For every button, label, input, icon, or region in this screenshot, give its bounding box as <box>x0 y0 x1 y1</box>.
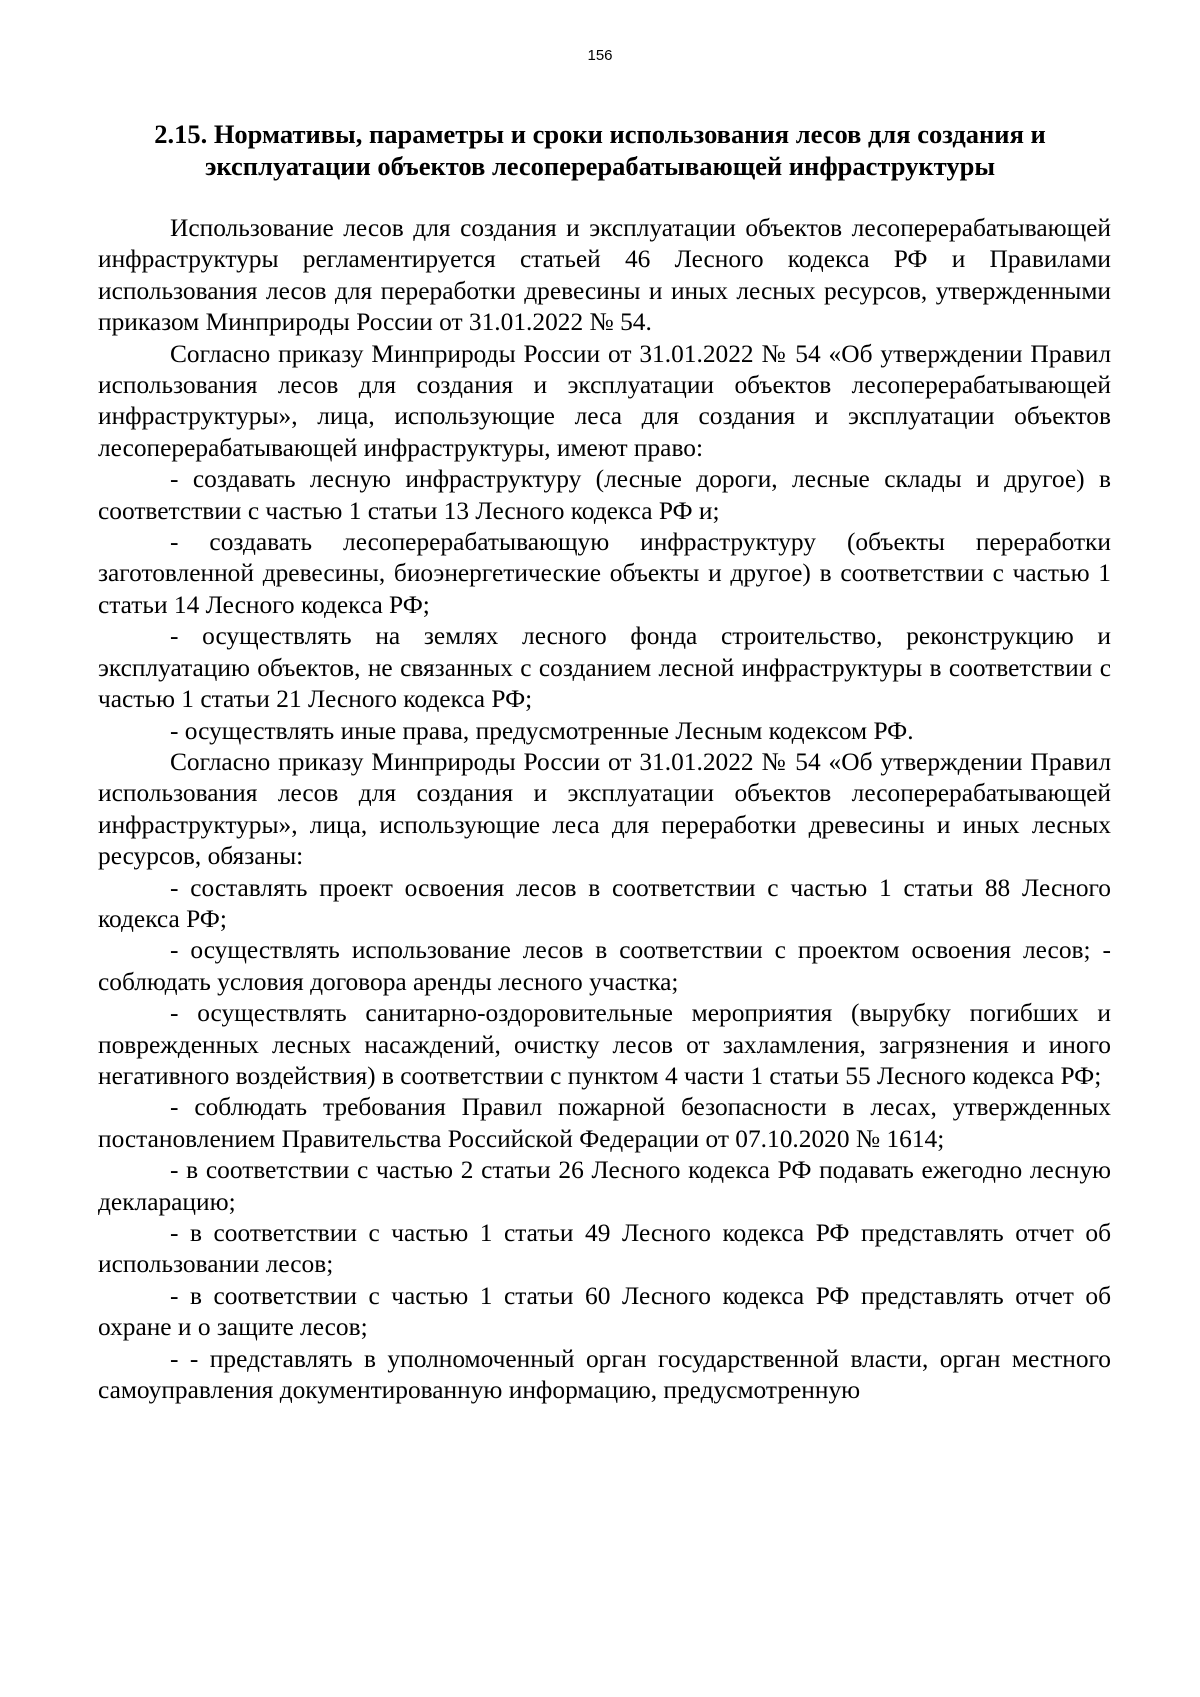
list-item-obligation: - осуществлять использование лесов в соответствии с проектом освоения лесов; - соблюдать условия договора аренды лесного участка; <box>98 936 1111 996</box>
list-item-right: - осуществлять иные права, предусмотренные Лесным кодексом РФ. <box>170 716 914 745</box>
list-item-obligation: - осуществлять санитарно-оздоровительные мероприятия (вырубку погибших и поврежденных лесных насаждений, очистку лесов от захламления, загрязнения и иного негативного воздействия) в соответствии с пунктом 4 части 1 статьи 55 Лесного кодекса РФ; <box>98 999 1111 1090</box>
list-item-obligation: - в соответствии с частью 1 статьи 60 Лесного кодекса РФ представлять отчет об охране и о защите лесов; <box>98 1281 1111 1342</box>
list-item-obligation: - составлять проект освоения лесов в соответствии с частью 1 статьи 88 Лесного кодекса РФ; <box>98 873 1111 933</box>
page-number: 156 <box>587 47 613 64</box>
list-item-obligation: - соблюдать требования Правил пожарной безопасности в лесах, утвержденных постановлением Правительства Российской Федерации от 07.10.2020 № 1614; <box>98 1093 1111 1153</box>
list-item-obligation: - в соответствии с частью 2 статьи 26 Лесного кодекса РФ подавать ежегодно лесную декларацию; <box>98 1156 1111 1216</box>
list-item-right: - создавать лесную инфраструктуру (лесные дороги, лесные склады и другое) в соответствии с частью 1 статьи 13 Лесного кодекса РФ и; <box>98 465 1111 525</box>
list-item-right: - создавать лесоперерабатывающую инфраструктуру (объекты переработки заготовленной древесины, биоэнергетические объекты и другое) в соответствии с частью 1 статьи 14 Лесного кодекса РФ; <box>98 528 1111 619</box>
section-title: 2.15. Нормативы, параметры и сроки использования лесов для создания и эксплуатации объектов лесоперерабатывающей инфраструктуры <box>154 119 1046 181</box>
paragraph-obligations-intro: Согласно приказу Минприроды России от 31.01.2022 № 54 «Об утверждении Правил использования лесов для создания и эксплуатации объектов лесоперерабатывающей инфраструктуры», лица, использующие леса для переработки древесины и иных лесных ресурсов, обязаны: <box>98 747 1111 871</box>
list-item-obligation: - - представлять в уполномоченный орган государственной власти, орган местного самоуправления документированную информацию, предусмотренную <box>98 1344 1111 1405</box>
paragraph-rights-intro: Согласно приказу Минприроды России от 31.01.2022 № 54 «Об утверждении Правил использования лесов для создания и эксплуатации объектов лесоперерабатывающей инфраструктуры», лица, использующие леса для создания и эксплуатации объектов лесоперерабатывающей инфраструктуры, имеют право: <box>98 339 1111 462</box>
list-item-right: - осуществлять на землях лесного фонда строительство, реконструкцию и эксплуатацию объектов, не связанных с созданием лесной инфраструктуры в соответствии с частью 1 статьи 21 Лесного кодекса РФ; <box>98 622 1111 714</box>
paragraph-intro: Использование лесов для создания и эксплуатации объектов лесоперерабатывающей инфраструктуры регламентируется статьей 46 Лесного кодекса РФ и Правилами использования лесов для переработки древесины и иных лесных ресурсов, утвержденными приказом Минприроды России от 31.01.2022 № 54. <box>98 214 1111 337</box>
document-body <box>98 213 1111 1406</box>
list-item-obligation: - в соответствии с частью 1 статьи 49 Лесного кодекса РФ представлять отчет об использовании лесов; <box>98 1219 1111 1279</box>
